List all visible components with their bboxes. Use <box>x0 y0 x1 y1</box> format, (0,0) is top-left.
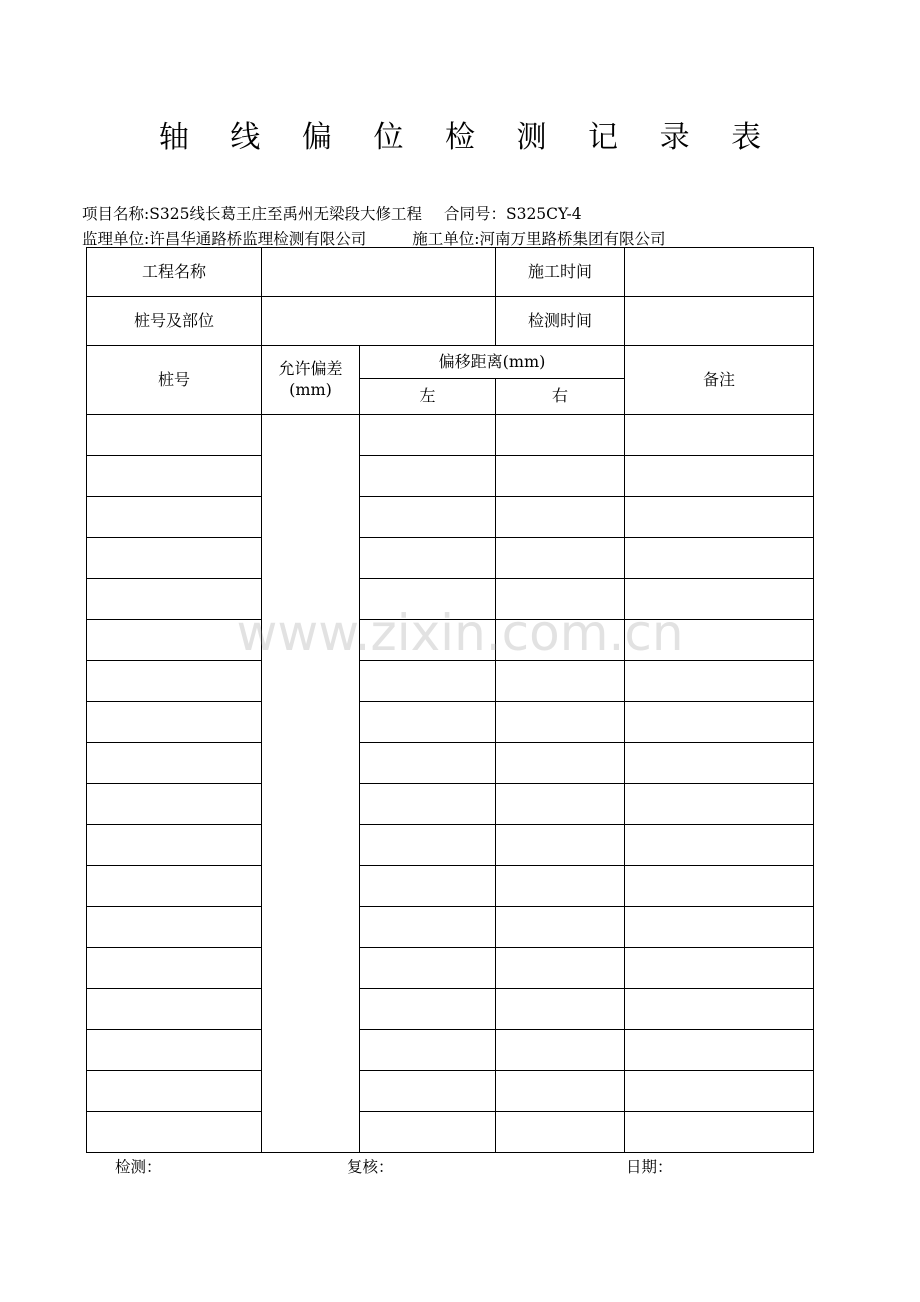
left-offset-cell[interactable] <box>360 907 496 948</box>
station-cell[interactable] <box>87 989 262 1030</box>
left-offset-cell[interactable] <box>360 784 496 825</box>
table-row <box>87 579 814 620</box>
station-cell[interactable] <box>87 1030 262 1071</box>
right-offset-cell[interactable] <box>496 579 625 620</box>
station-cell[interactable] <box>87 907 262 948</box>
remarks-cell[interactable] <box>625 1112 814 1153</box>
left-header: 左 <box>360 379 496 415</box>
reviewer-label: 复核： <box>347 1158 394 1176</box>
right-header: 右 <box>496 379 625 415</box>
station-cell[interactable] <box>87 620 262 661</box>
construction-time-label: 施工时间 <box>496 248 625 297</box>
left-offset-cell[interactable] <box>360 866 496 907</box>
tolerance-header-line2: (mm) <box>289 380 332 399</box>
right-offset-cell[interactable] <box>496 456 625 497</box>
contractor-value: 河南万里路桥集团有限公司 <box>479 230 666 248</box>
table-header-row-1 <box>87 346 814 379</box>
supervisor-value: 许昌华通路桥监理检测有限公司 <box>149 230 367 248</box>
remarks-cell[interactable] <box>625 415 814 456</box>
tolerance-cell[interactable] <box>262 415 360 1153</box>
left-offset-cell[interactable] <box>360 579 496 620</box>
left-offset-cell[interactable] <box>360 456 496 497</box>
remarks-cell[interactable] <box>625 907 814 948</box>
table-row <box>87 743 814 784</box>
remarks-cell[interactable] <box>625 948 814 989</box>
station-cell[interactable] <box>87 948 262 989</box>
station-cell[interactable] <box>87 702 262 743</box>
table-row-engineering <box>87 248 814 297</box>
remarks-cell[interactable] <box>625 1071 814 1112</box>
table-row <box>87 456 814 497</box>
right-offset-cell[interactable] <box>496 661 625 702</box>
station-cell[interactable] <box>87 784 262 825</box>
table-row <box>87 948 814 989</box>
table-row <box>87 415 814 456</box>
project-info-line <box>82 202 582 224</box>
right-offset-cell[interactable] <box>496 1112 625 1153</box>
record-table <box>86 247 814 1153</box>
table-row <box>87 989 814 1030</box>
left-offset-cell[interactable] <box>360 661 496 702</box>
right-offset-cell[interactable] <box>496 784 625 825</box>
project-name-label: 项目名称: <box>82 205 150 223</box>
inspector-label: 检测： <box>115 1158 162 1176</box>
station-cell[interactable] <box>87 866 262 907</box>
right-offset-cell[interactable] <box>496 415 625 456</box>
right-offset-cell[interactable] <box>496 620 625 661</box>
station-cell[interactable] <box>87 1112 262 1153</box>
remarks-cell[interactable] <box>625 784 814 825</box>
remarks-cell[interactable] <box>625 702 814 743</box>
left-offset-cell[interactable] <box>360 1071 496 1112</box>
inspection-time-label: 检测时间 <box>496 297 625 346</box>
station-location-label: 桩号及部位 <box>87 297 262 346</box>
contract-value: S325CY-4 <box>505 205 582 223</box>
station-cell[interactable] <box>87 1071 262 1112</box>
right-offset-cell[interactable] <box>496 866 625 907</box>
engineering-name-cell[interactable] <box>262 248 496 297</box>
left-offset-cell[interactable] <box>360 702 496 743</box>
offset-header: 偏移距离(mm) <box>360 346 625 379</box>
tolerance-header-line1: 允许偏差 <box>278 359 343 379</box>
table-row <box>87 1071 814 1112</box>
station-cell[interactable] <box>87 538 262 579</box>
remarks-cell[interactable] <box>625 661 814 702</box>
left-offset-cell[interactable] <box>360 1112 496 1153</box>
left-offset-cell[interactable] <box>360 989 496 1030</box>
station-cell[interactable] <box>87 415 262 456</box>
right-offset-cell[interactable] <box>496 538 625 579</box>
remarks-cell[interactable] <box>625 579 814 620</box>
right-offset-cell[interactable] <box>496 907 625 948</box>
remarks-cell[interactable] <box>625 456 814 497</box>
construction-time-cell[interactable] <box>625 248 814 297</box>
station-cell[interactable] <box>87 743 262 784</box>
left-offset-cell[interactable] <box>360 538 496 579</box>
station-cell[interactable] <box>87 825 262 866</box>
remarks-header: 备注 <box>625 346 814 415</box>
supervisor-label: 监理单位: <box>82 230 150 248</box>
table-row <box>87 702 814 743</box>
right-offset-cell[interactable] <box>496 948 625 989</box>
table-row <box>87 538 814 579</box>
table-row <box>87 866 814 907</box>
station-cell[interactable] <box>87 497 262 538</box>
watermark: www.zixin.com.cn <box>236 604 684 662</box>
remarks-cell[interactable] <box>625 989 814 1030</box>
unit-info-line <box>82 227 666 249</box>
table-row <box>87 497 814 538</box>
table-row <box>87 620 814 661</box>
remarks-cell[interactable] <box>625 866 814 907</box>
remarks-cell[interactable] <box>625 620 814 661</box>
remarks-cell[interactable] <box>625 538 814 579</box>
table-row <box>87 907 814 948</box>
right-offset-cell[interactable] <box>496 743 625 784</box>
table-row-station-location <box>87 297 814 346</box>
inspection-time-cell[interactable] <box>625 297 814 346</box>
station-location-cell[interactable] <box>262 297 496 346</box>
right-offset-cell[interactable] <box>496 989 625 1030</box>
station-cell[interactable] <box>87 661 262 702</box>
contractor-label: 施工单位: <box>412 230 480 248</box>
station-cell[interactable] <box>87 579 262 620</box>
station-cell[interactable] <box>87 456 262 497</box>
right-offset-cell[interactable] <box>496 702 625 743</box>
left-offset-cell[interactable] <box>360 497 496 538</box>
tolerance-header <box>262 346 360 415</box>
contract-label: 合同号： <box>443 205 506 223</box>
table-row <box>87 1030 814 1071</box>
left-offset-cell[interactable] <box>360 948 496 989</box>
page-title: 轴 线 偏 位 检 测 记 录 表 <box>158 120 778 155</box>
right-offset-cell[interactable] <box>496 825 625 866</box>
left-offset-cell[interactable] <box>360 620 496 661</box>
remarks-cell[interactable] <box>625 825 814 866</box>
table-row <box>87 661 814 702</box>
right-offset-cell[interactable] <box>496 1071 625 1112</box>
table-row <box>87 825 814 866</box>
left-offset-cell[interactable] <box>360 743 496 784</box>
remarks-cell[interactable] <box>625 1030 814 1071</box>
left-offset-cell[interactable] <box>360 415 496 456</box>
right-offset-cell[interactable] <box>496 497 625 538</box>
remarks-cell[interactable] <box>625 743 814 784</box>
table-row <box>87 1112 814 1153</box>
right-offset-cell[interactable] <box>496 1030 625 1071</box>
left-offset-cell[interactable] <box>360 825 496 866</box>
remarks-cell[interactable] <box>625 497 814 538</box>
station-header: 桩号 <box>87 346 262 415</box>
table-row <box>87 784 814 825</box>
left-offset-cell[interactable] <box>360 1030 496 1071</box>
project-name-value: S325线长葛王庄至禹州无梁段大修工程 <box>149 205 422 223</box>
engineering-name-label: 工程名称 <box>87 248 262 297</box>
date-label: 日期： <box>626 1158 673 1176</box>
